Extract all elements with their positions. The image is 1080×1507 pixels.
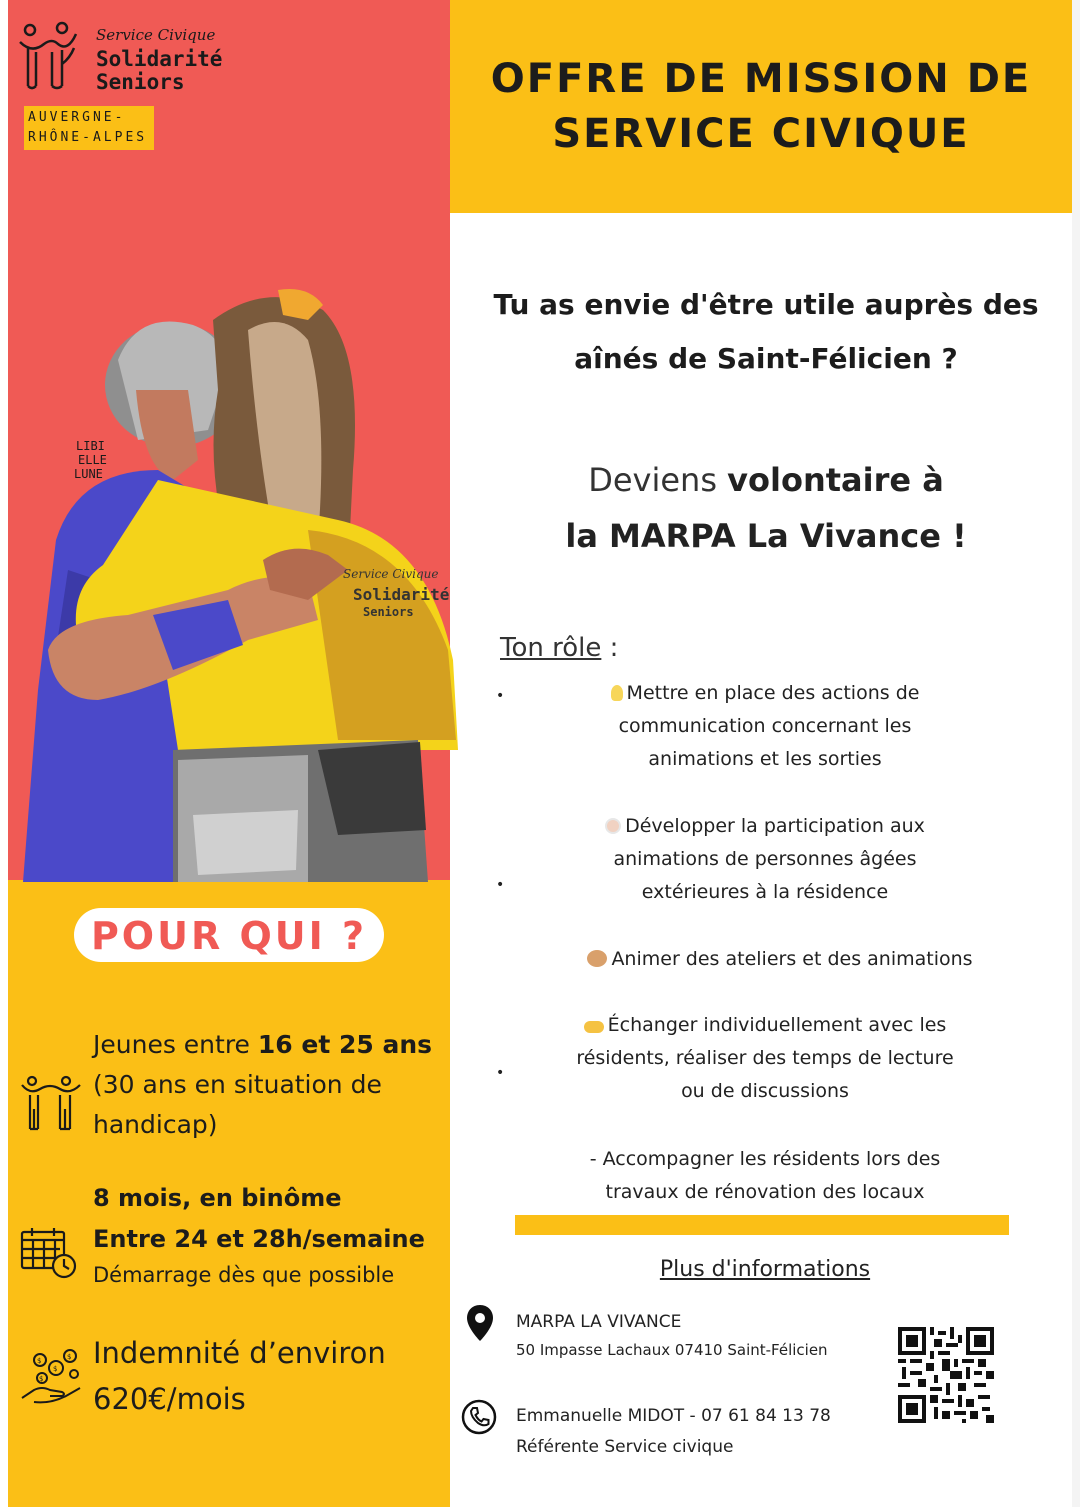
role-heading-text: Ton rôle bbox=[500, 633, 602, 663]
bullet-dot: • bbox=[496, 1065, 505, 1081]
role-item-4 bbox=[520, 1009, 1010, 1108]
qr-code[interactable] bbox=[898, 1327, 994, 1423]
solidarite-seniors-logo bbox=[18, 18, 278, 158]
role-item-5-line1: - Accompagner les résidents lors des bbox=[589, 1148, 941, 1170]
more-info-heading: Plus d'informations bbox=[659, 1257, 871, 1282]
logo-service-text: Service Civique bbox=[96, 26, 216, 44]
shirt-text-2: Solidarité bbox=[353, 585, 450, 604]
logo-name bbox=[96, 48, 222, 94]
call-to-action bbox=[460, 452, 1072, 564]
role-item-5 bbox=[520, 1143, 1010, 1209]
region-line2: RHÔNE-ALPES bbox=[28, 130, 148, 145]
contact-address: 50 Impasse Lachaux 07410 Saint-Félicien bbox=[516, 1341, 828, 1359]
pay-line1: Indemnité d’environ bbox=[93, 1336, 386, 1370]
role-item-4-line1 bbox=[520, 1009, 1010, 1042]
role-item-3 bbox=[530, 943, 1030, 976]
logo-line2: Seniors bbox=[96, 70, 185, 94]
svg-text:$: $ bbox=[67, 1353, 72, 1361]
svg-text:$: $ bbox=[37, 1357, 42, 1365]
title-line1: OFFRE DE MISSION DE bbox=[490, 56, 1032, 102]
svg-text:$: $ bbox=[53, 1365, 58, 1373]
region-line1: AUVERGNE- bbox=[28, 110, 126, 125]
role-item-2 bbox=[520, 810, 1010, 909]
role-item-1-line2: communication concernant les bbox=[618, 715, 912, 737]
cta-line2 bbox=[460, 508, 1072, 564]
role-item-1-line1 bbox=[520, 677, 1010, 710]
bullet-dot: • bbox=[496, 688, 505, 704]
contact-name: MARPA LA VIVANCE bbox=[516, 1312, 682, 1332]
age-part-a: Jeunes entre bbox=[93, 1030, 258, 1059]
hours-line: Entre 24 et 28h/semaine bbox=[93, 1225, 425, 1253]
age-line1 bbox=[93, 1025, 432, 1065]
age-line3: handicap) bbox=[93, 1110, 218, 1139]
role-item-3-text1: Animer des ateliers et des animations bbox=[611, 948, 973, 970]
role-heading bbox=[500, 633, 618, 663]
people-icon bbox=[20, 1073, 82, 1133]
handshake-icon bbox=[584, 1021, 604, 1033]
logo-region-badge bbox=[24, 106, 154, 150]
pay-line2: 620€/mois bbox=[93, 1382, 246, 1416]
role-item-4-line3: ou de discussions bbox=[681, 1080, 849, 1102]
role-item-4-line2: résidents, réaliser des temps de lecture bbox=[576, 1047, 954, 1069]
shirt-text-1: Service Civique bbox=[343, 567, 439, 581]
svg-text:$: $ bbox=[39, 1375, 44, 1383]
role-item-1-line3: animations et les sorties bbox=[648, 748, 882, 770]
lightbulb-icon bbox=[611, 685, 623, 701]
phone-icon bbox=[460, 1398, 498, 1436]
people-logo-icon bbox=[18, 18, 98, 98]
question-line1: Tu as envie d'être utile auprès des bbox=[493, 288, 1039, 321]
bullet-dot: • bbox=[496, 877, 505, 893]
shirt-text-3: Seniors bbox=[363, 605, 414, 619]
start-line: Démarrage dès que possible bbox=[93, 1263, 395, 1287]
location-pin-icon bbox=[464, 1303, 496, 1343]
palette-icon bbox=[587, 950, 607, 967]
hug-illustration bbox=[8, 270, 464, 882]
duration-line: 8 mois, en binôme bbox=[93, 1184, 342, 1212]
signature-line2: ELLE bbox=[78, 453, 107, 467]
question-line2: aînés de Saint-Félicien ? bbox=[574, 342, 958, 375]
role-heading-colon: : bbox=[601, 633, 619, 663]
role-item-4-text1: Échanger individuellement avec les bbox=[607, 1014, 947, 1036]
role-item-1 bbox=[520, 677, 1010, 776]
elder-face-icon bbox=[605, 818, 621, 834]
pay-block bbox=[93, 1330, 386, 1422]
logo-line1: Solidarité bbox=[96, 47, 223, 71]
signature-line1: LIBI bbox=[76, 439, 105, 453]
money-hand-icon bbox=[20, 1348, 84, 1406]
calendar-clock-icon bbox=[20, 1226, 78, 1280]
for-who-title: POUR QUI ? bbox=[74, 908, 384, 962]
contact-role: Référente Service civique bbox=[516, 1437, 734, 1457]
role-item-2-line1 bbox=[520, 810, 1010, 843]
title-line2: SERVICE CIVIQUE bbox=[552, 111, 970, 157]
page-edge bbox=[1072, 0, 1080, 1507]
signature-line3: LUNE bbox=[74, 467, 103, 481]
cta-line2-text: la MARPA La Vivance ! bbox=[565, 517, 967, 555]
divider-bar bbox=[515, 1215, 1009, 1235]
age-block bbox=[93, 1025, 432, 1145]
cta-part-b: volontaire à bbox=[727, 461, 944, 499]
age-line2: (30 ans en situation de bbox=[93, 1070, 382, 1099]
age-part-b: 16 et 25 ans bbox=[257, 1030, 433, 1059]
role-item-2-line3: extérieures à la résidence bbox=[641, 881, 889, 903]
contact-phone: Emmanuelle MIDOT - 07 61 84 13 78 bbox=[516, 1406, 831, 1426]
role-item-2-line2: animations de personnes âgées bbox=[613, 848, 917, 870]
cta-part-a: Deviens bbox=[588, 461, 728, 499]
cta-line1 bbox=[460, 452, 1072, 508]
page-title bbox=[450, 52, 1072, 162]
role-item-2-text1: Développer la participation aux bbox=[625, 815, 925, 837]
intro-question bbox=[460, 278, 1072, 386]
role-item-1-text1: Mettre en place des actions de bbox=[626, 682, 920, 704]
role-item-5-line2: travaux de rénovation des locaux bbox=[605, 1181, 925, 1203]
role-item-3-line1 bbox=[530, 943, 1030, 976]
